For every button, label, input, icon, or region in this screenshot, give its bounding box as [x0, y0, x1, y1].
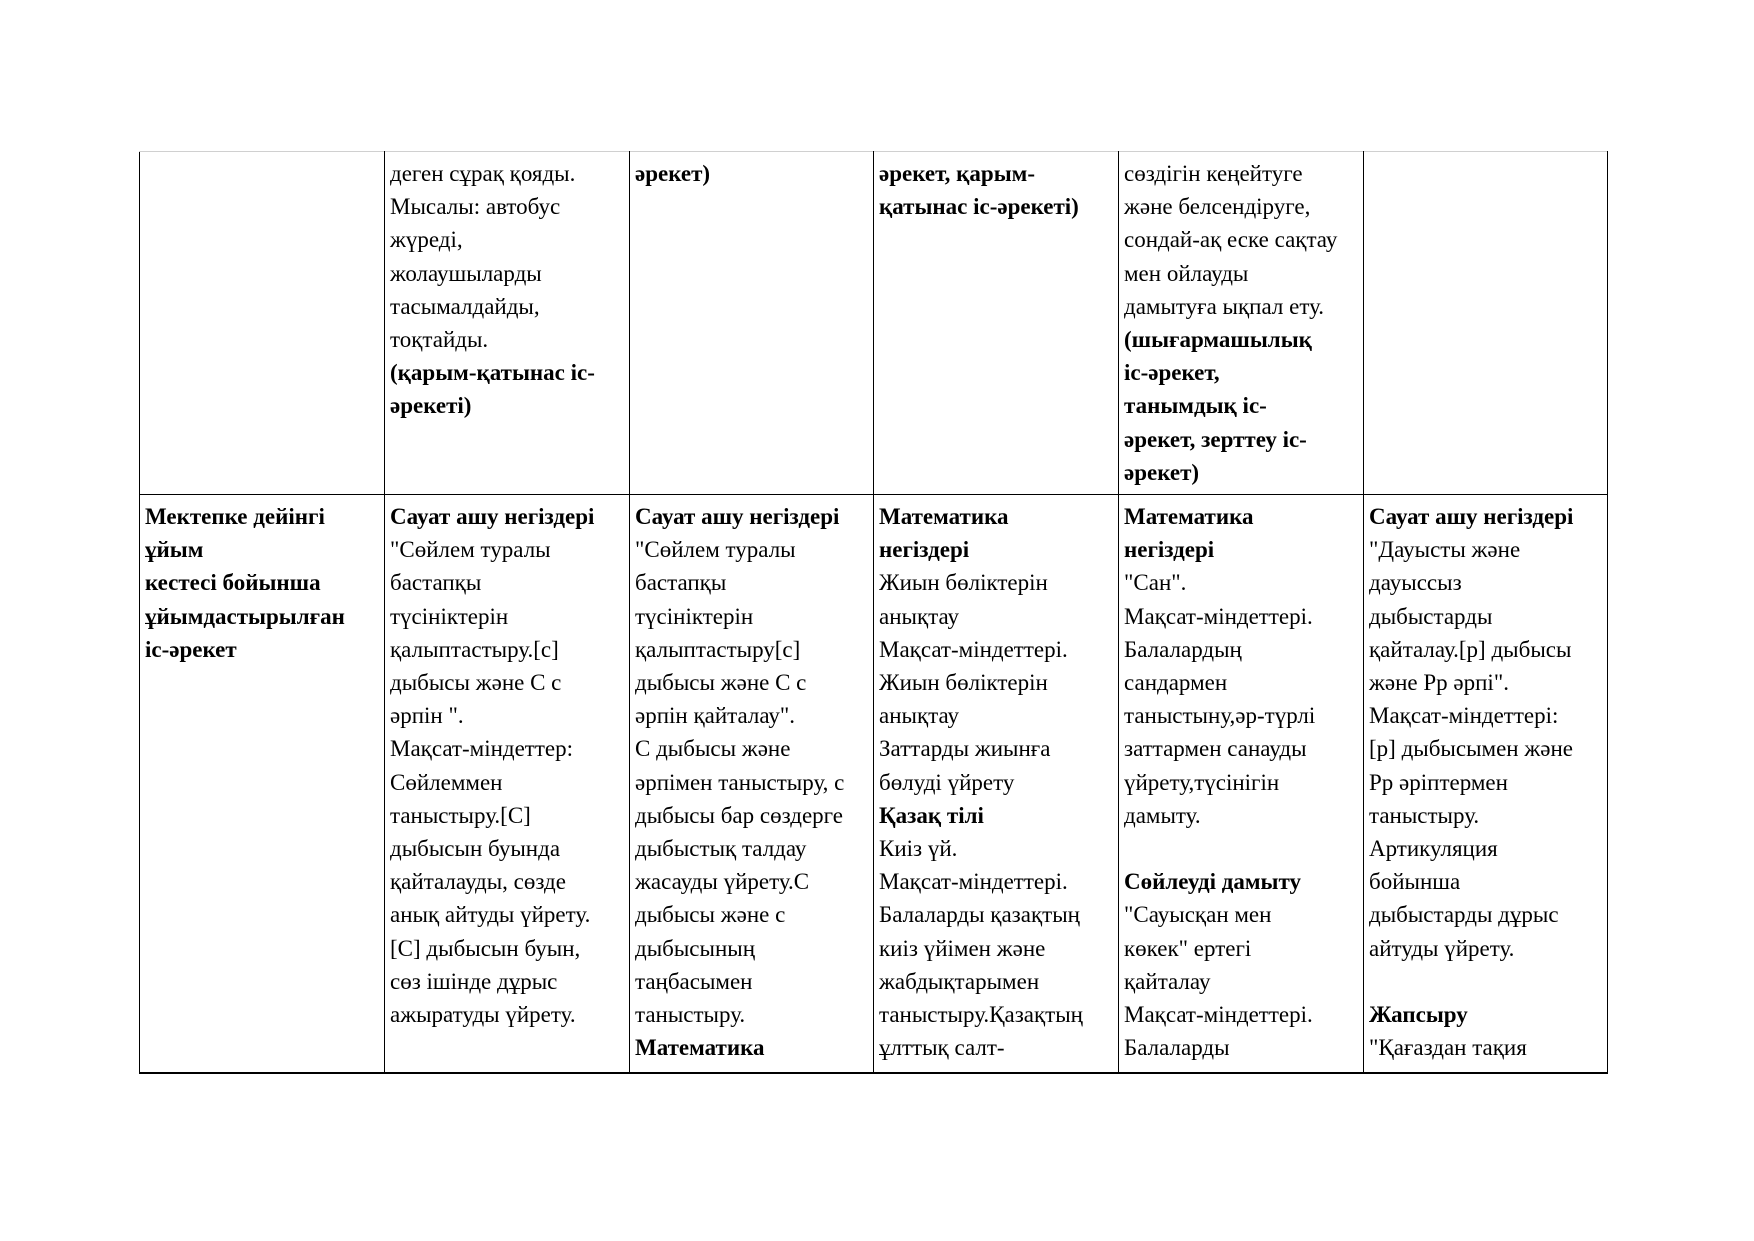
table-cell: [140, 152, 385, 495]
subject-heading: Сауат ашу негіздері: [1369, 504, 1574, 529]
table-cell: [140, 495, 385, 1074]
cell-text: Жиын бөліктерін анықтау Мақсат-міндеттері. Жиын бөліктерін анықтау Заттарды жиынға бөлуді үйрету: [879, 570, 1068, 795]
cell-text: "Сөйлем туралы бастапқы түсініктерін қалыптастыру.[с] дыбысы және С с әрпін ". Мақсат-міндеттер: Сөйлеммен таныстыру.[С] дыбысын буында қайталауды, сөзде анық айтуды үйрету. [С] дыбысын буын, сөз ішінде дұрыс ажыратуды үйрету.: [390, 537, 591, 1028]
table-cell: [385, 152, 630, 495]
table-cell: [874, 152, 1119, 495]
subject-heading: Сауат ашу негіздері: [635, 504, 840, 529]
table-cell: [630, 495, 874, 1074]
activity-type-label: (қарым-қатынас іс- әрекеті): [390, 360, 595, 419]
cell-text: "Сауысқан мен көкек" ертегі қайталау Мақсат-міндеттері. Балаларды: [1124, 902, 1313, 1061]
subject-heading: Жапсыру: [1369, 1002, 1468, 1028]
cell-text: "Сөйлем туралы бастапқы түсініктерін қалыптастыру[с] дыбысы және С с әрпін қайталау". С дыбысы және әрпімен таныстыру, с дыбысы бар сөздерге дыбыстық талдау жасауды үйрету.С дыбысы және с дыбысының таңбасымен таныстыру.: [635, 537, 845, 1028]
subject-heading: Сауат ашу негіздері: [390, 504, 595, 529]
table-row: [140, 495, 1608, 1074]
table-cell: [630, 152, 874, 495]
table-cell: [1364, 495, 1608, 1074]
cell-text: "Сан". Мақсат-міндеттері. Балалардың сандармен таныстыну,әр-түрлі заттармен санауды үйрету,түсінігін дамыту.: [1124, 570, 1316, 828]
subject-heading: Математика: [635, 1035, 765, 1061]
schedule-table: [139, 151, 1608, 1074]
subject-heading: Математика негіздері: [1124, 504, 1254, 563]
activity-type-label: (шығармашылық іс-әрекет, танымдық іс- әрекет, зерттеу іс- әрекет): [1124, 327, 1312, 485]
table-row: [140, 152, 1608, 495]
activity-type-label: әрекет, қарым- қатынас іс-әрекеті): [879, 161, 1079, 220]
table-cell: [874, 495, 1119, 1074]
table-cell: [1119, 152, 1364, 495]
table-cell: [1364, 152, 1608, 495]
row-heading: Мектепке дейінгі ұйым кестесі бойынша ұйымдастырылған іс-әрекет: [145, 504, 345, 662]
activity-type-label: әрекет): [635, 161, 711, 186]
table-cell: [1119, 495, 1364, 1074]
table-cell: [385, 495, 630, 1074]
cell-text: деген сұрақ қояды. Мысалы: автобус жүреді, жолаушыларды тасымалдайды, тоқтайды.: [390, 161, 576, 353]
subject-heading: Математика негіздері: [879, 504, 1009, 563]
cell-text: сөздігін кеңейтуге және белсендіруге, сондай-ақ еске сақтау мен ойлауды дамытуға ықпал ету.: [1124, 161, 1338, 319]
cell-text: Киіз үй. Мақсат-міндеттері. Балаларды қазақтың киіз үйімен және жабдықтарымен таныстыру.Қазақтың ұлттық салт-: [879, 836, 1083, 1061]
cell-text: "Қағаздан тақия: [1369, 1035, 1527, 1061]
subject-heading: Сөйлеуді дамыту: [1124, 869, 1301, 895]
subject-heading: Қазақ тілі: [879, 802, 984, 828]
cell-text: "Дауысты және дауыссыз дыбыстарды қайталау.[р] дыбысы және Рр әрпі". Мақсат-міндеттері: [р] дыбысымен және Рр әріптермен таныстыру. Артикуляция бойынша дыбыстарды дұрыс айтуды үйрету.: [1369, 537, 1573, 961]
